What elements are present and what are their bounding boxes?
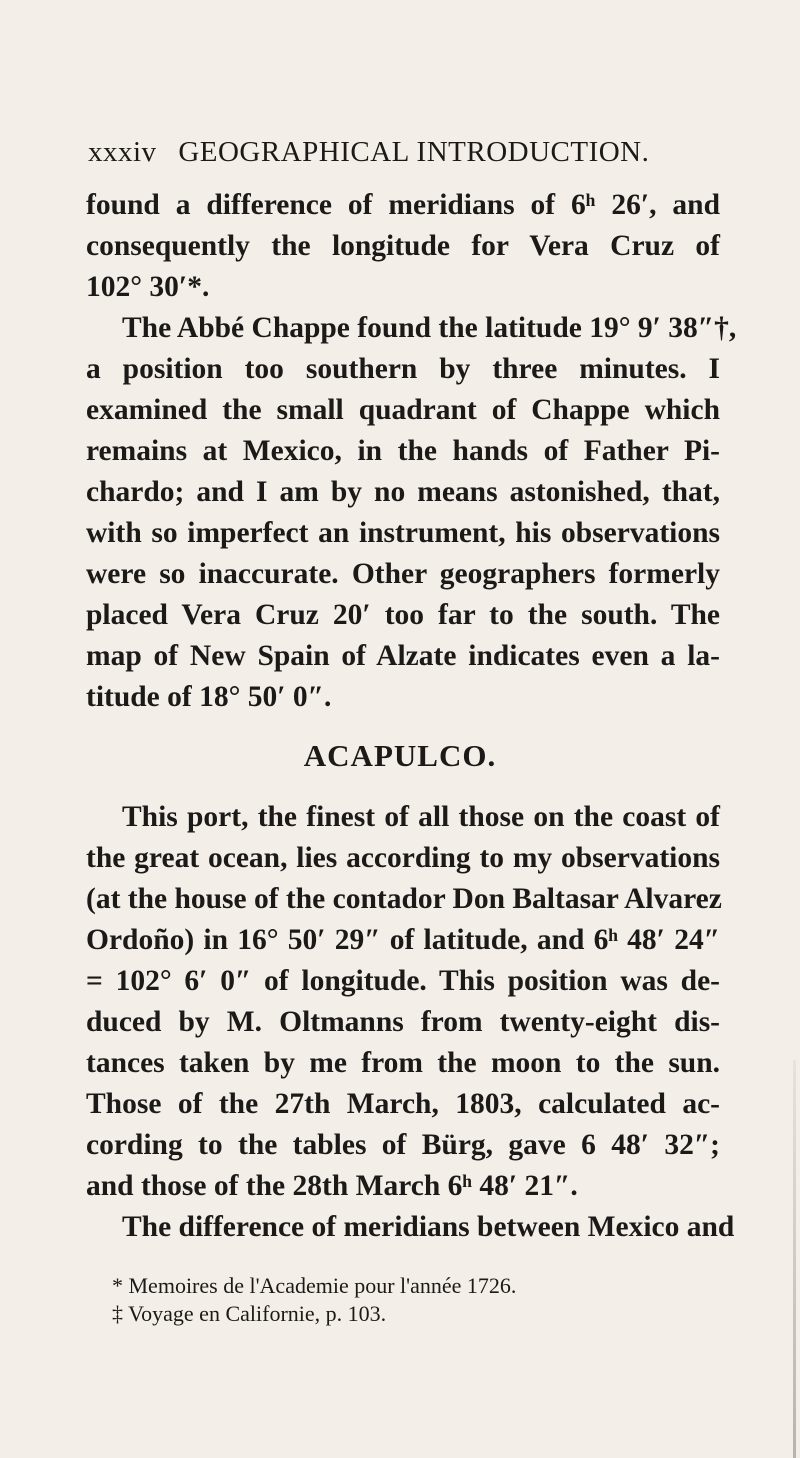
footnotes <box>112 1272 712 1328</box>
text-line: placed Vera Cruz 20′ too far to the south. The <box>86 599 720 631</box>
text-line: with so imperfect an instrument, his observations <box>86 517 720 549</box>
running-title: GEOGRAPHICAL INTRODUCTION. <box>178 136 650 168</box>
text-line: cording to the tables of Bürg, gave 6 48′ 32″; <box>86 1129 720 1161</box>
text-line: consequently the longitude for Vera Cruz of <box>86 230 720 262</box>
text-line: tances taken by me from the moon to the sun. <box>86 1047 720 1079</box>
text-line: Ordoño) in 16° 50′ 29″ of latitude, and 6ʰ 48′ 24″ <box>86 924 720 956</box>
running-header <box>88 136 649 169</box>
text-line: duced by M. Oltmanns from twenty-eight dis- <box>86 1006 720 1038</box>
text-line: and those of the 28th March 6ʰ 48′ 21″. <box>86 1170 578 1202</box>
section-heading: ACAPULCO. <box>303 738 497 773</box>
text-line: 102° 30′*. <box>86 271 210 303</box>
text-block-2 <box>86 797 735 1248</box>
text-line: a position too southern by three minutes. I <box>86 353 720 385</box>
footnote: * Memoires de l'Academie pour l'année 1726. <box>112 1273 517 1298</box>
text-line: the great ocean, lies according to my observations <box>86 842 720 874</box>
text-line: = 102° 6′ 0″ of longitude. This position was de- <box>86 965 720 997</box>
text-line: (at the house of the contador Don Baltasar Alvarez <box>86 883 722 915</box>
text-block-1 <box>86 185 737 718</box>
text-line: remains at Mexico, in the hands of Father Pi- <box>86 435 720 467</box>
text-line: chardo; and I am by no means astonished, that, <box>86 476 720 508</box>
text-line: Those of the 27th March, 1803, calculated ac- <box>86 1088 720 1120</box>
text-line: titude of 18° 50′ 0″. <box>86 681 332 713</box>
page-number: xxxiv <box>88 136 157 168</box>
text-line: examined the small quadrant of Chappe which <box>86 394 720 426</box>
page-edge-shadow <box>793 1060 796 1458</box>
text-line: The difference of meridians between Mexico and <box>122 1211 735 1243</box>
text-line: This port, the finest of all those on the coast of <box>122 801 720 833</box>
footnote: ‡ Voyage en Californie, p. 103. <box>112 1301 387 1326</box>
text-line: were so inaccurate. Other geographers formerly <box>86 558 720 590</box>
text-line: found a difference of meridians of 6ʰ 26′, and <box>86 189 720 221</box>
text-line: The Abbé Chappe found the latitude 19° 9′ 38″†, <box>122 312 737 344</box>
text-line: map of New Spain of Alzate indicates even a la- <box>86 640 720 672</box>
